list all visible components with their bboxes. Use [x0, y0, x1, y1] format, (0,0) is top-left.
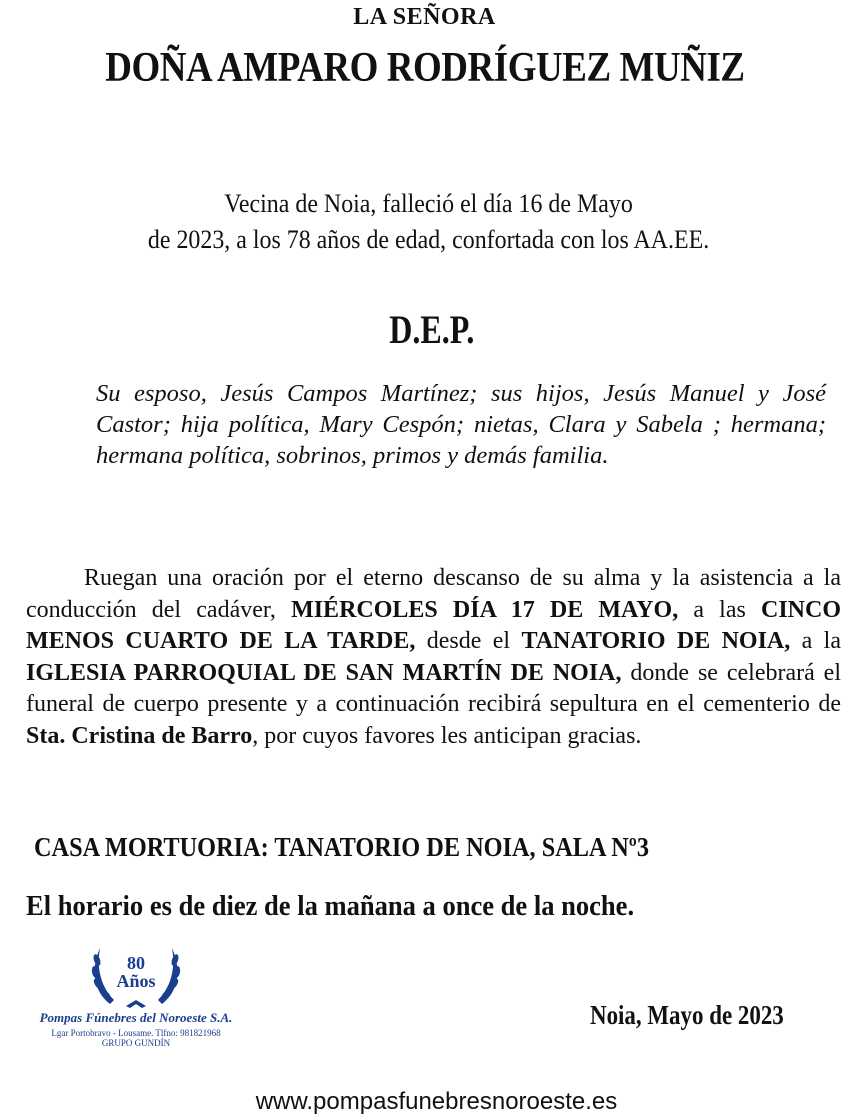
prayer-text-1: Ruegan una oración por el eterno descanso de su alma y la asistencia a la conducción del cadáver,: [26, 565, 841, 623]
website-link[interactable]: www.pompasfunebresnoroeste.es: [255, 1088, 618, 1115]
death-notice-intro: [38, 186, 819, 258]
dep-heading: D.E.P.: [389, 307, 475, 352]
prayer-date: MIÉRCOLES DÍA 17 DE MAYO,: [291, 596, 679, 623]
header-title: LA SEÑORA: [353, 4, 496, 30]
prayer-text-5: donde se celebrará el funeral de cuerpo presente y a continuación recibirá sepultura en el cementerio de: [26, 659, 841, 717]
logo-years: [88, 954, 184, 990]
prayer-paragraph: [26, 563, 841, 752]
logo-company-name: Pompas Fúnebres del Noroeste S.A.: [39, 1010, 233, 1025]
logo-years-number: 80: [127, 953, 145, 973]
logo-group: GRUPO GUNDÍN: [101, 1038, 171, 1048]
mortuary-location: CASA MORTUORIA: TANATORIO DE NOIA, SALA Nº3: [34, 832, 649, 862]
family-paragraph: Su esposo, Jesús Campos Martínez; sus hijos, Jesús Manuel y José Castor; hija política, Mary Cespón; nietas, Clara y Sabela ; hermana; hermana política, sobrinos, primos y demás familia.: [96, 380, 826, 469]
deceased-name: DOÑA AMPARO RODRÍGUEZ MUÑIZ: [105, 45, 745, 91]
prayer-cemetery: Sta. Cristina de Barro: [26, 722, 253, 749]
funeral-home-logo: [20, 940, 252, 1050]
logo-years-word: Años: [116, 971, 156, 991]
prayer-church: IGLESIA PARROQUIAL DE SAN MARTÍN DE NOIA,: [26, 659, 622, 686]
prayer-text-6: , por cuyos favores les anticipan gracias.: [252, 722, 642, 749]
prayer-text-4: a la: [790, 628, 842, 654]
intro-line-1: Vecina de Noia, falleció el día 16 de Mayo: [224, 189, 633, 218]
place-and-date: Noia, Mayo de 2023: [590, 1000, 784, 1030]
prayer-text-2: a las: [678, 596, 761, 623]
prayer-text-3: desde el: [415, 628, 522, 654]
logo-address: Lgar Portobravo - Lousame. Tlfno: 981821968: [51, 1028, 221, 1038]
intro-line-2: de 2023, a los 78 años de edad, confortada con los AA.EE.: [147, 225, 710, 254]
prayer-time: CINCO MENOS CUARTO DE LA TARDE,: [26, 596, 842, 654]
visiting-hours: El horario es de diez de la mañana a once de la noche.: [26, 890, 635, 922]
prayer-origin: TANATORIO DE NOIA,: [521, 628, 791, 654]
